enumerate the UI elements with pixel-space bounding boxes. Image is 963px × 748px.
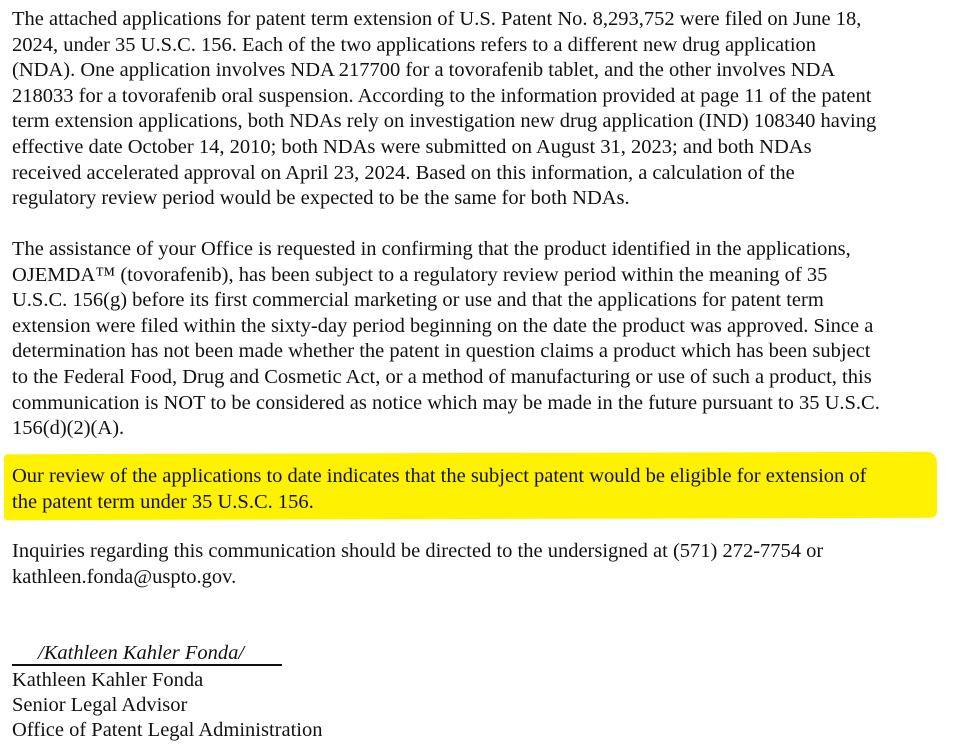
text-line: kathleen.fonda@uspto.gov. xyxy=(12,565,237,588)
text-line: received accelerated approval on April 23, 2024. Based on this information, a calculation of the xyxy=(12,161,795,184)
text-line: effective date October 14, 2010; both NDAs were submitted on August 31, 2023; and both NDAs xyxy=(12,135,812,158)
text-line: (NDA). One application involves NDA 217700 for a tovorafenib tablet, and the other involves NDA xyxy=(12,59,836,82)
paragraph-assistance-request xyxy=(12,237,880,442)
text-line: 218033 for a tovorafenib oral suspension. According to the information provided at page 11 of the patent xyxy=(12,84,872,107)
text-line: the patent term under 35 U.S.C. 156. xyxy=(12,490,314,513)
paragraph-eligibility-highlighted xyxy=(12,464,866,515)
text-line: The attached applications for patent term extension of U.S. Patent No. 8,293,752 were filed on June 18, xyxy=(12,8,862,30)
text-line: regulatory review period would be expected to be the same for both NDAs. xyxy=(12,187,630,210)
signer-title: Senior Legal Advisor xyxy=(12,694,188,717)
paragraph-patent-applications xyxy=(12,7,876,212)
text-line: The assistance of your Office is requested in confirming that the product identified in the applications, xyxy=(12,238,851,260)
text-line: 156(d)(2)(A). xyxy=(12,417,125,440)
signer-office: Office of Patent Legal Administration xyxy=(12,719,323,742)
text-line: Inquiries regarding this communication should be directed to the undersigned at (571) 272-7754 or xyxy=(12,540,824,562)
text-line: 2024, under 35 U.S.C. 156. Each of the two applications refers to a different new drug application xyxy=(12,33,817,56)
text-line: U.S.C. 156(g) before its first commercial marketing or use and that the applications for patent term xyxy=(12,289,824,312)
text-line: communication is NOT to be considered as notice which may be made in the future pursuant to 35 U.S.C. xyxy=(12,391,880,414)
signature-block xyxy=(12,641,322,744)
text-line: determination has not been made whether the patent in question claims a product which has been subject xyxy=(12,340,871,363)
text-line: OJEMDA™ (tovorafenib), has been subject to a regulatory review period within the meaning of 35 xyxy=(12,263,828,286)
text-line: to the Federal Food, Drug and Cosmetic Act, or a method of manufacturing or use of such a product, this xyxy=(12,365,872,388)
text-line: Our review of the applications to date indicates that the subject patent would be eligible for extension of xyxy=(12,465,867,487)
paragraph-inquiries xyxy=(12,539,823,590)
e-signature: /Kathleen Kahler Fonda/ xyxy=(12,642,282,666)
text-line: extension were filed within the sixty-day period beginning on the date the product was approved. Since a xyxy=(12,314,874,337)
text-line: term extension applications, both NDAs rely on investigation new drug application (IND) 108340 having xyxy=(12,110,877,133)
signer-name: Kathleen Kahler Fonda xyxy=(12,669,204,691)
